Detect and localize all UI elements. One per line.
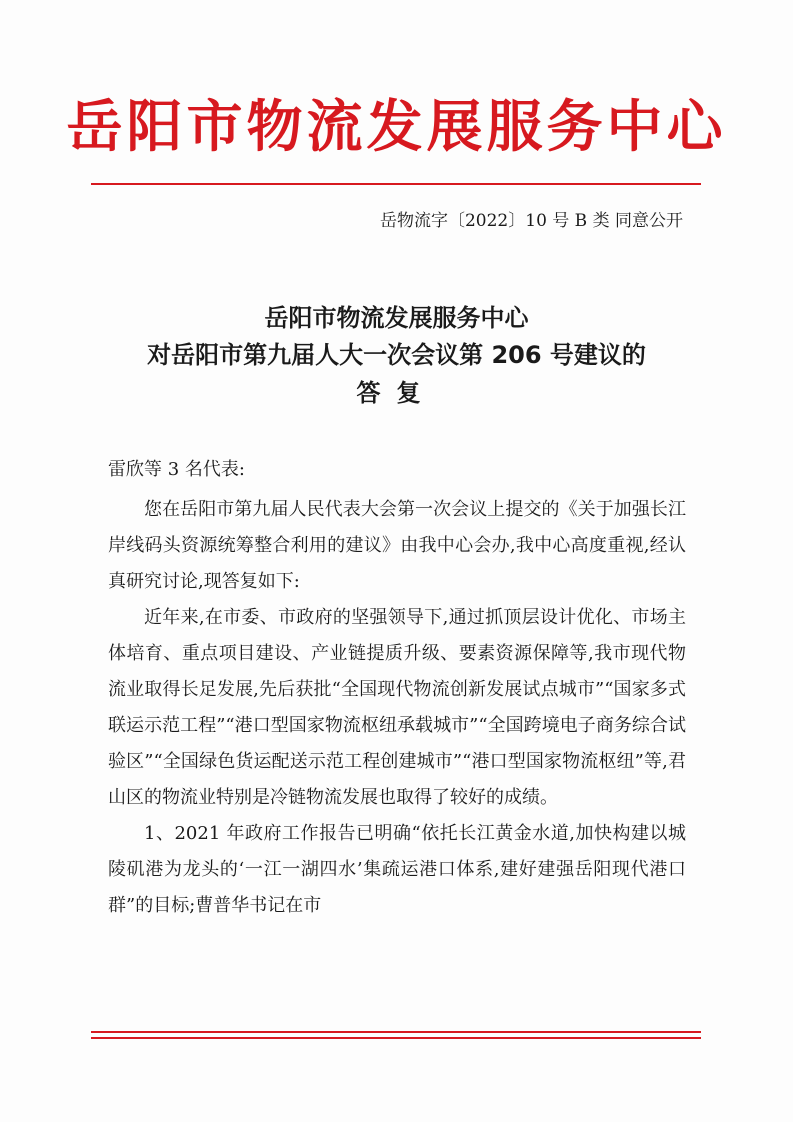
footer-red-rule-top	[91, 1031, 701, 1033]
document-number: 岳物流字〔2022〕10 号 B 类 同意公开	[379, 211, 683, 231]
header-red-rule	[91, 183, 701, 185]
footer-red-rule-bottom	[91, 1037, 701, 1039]
document-title-line-2: 对岳阳市第九届人大一次会议第 206 号建议的	[147, 341, 646, 369]
organization-title: 岳阳市物流发展服务中心	[66, 95, 727, 160]
paragraph-3: 1、2021 年政府工作报告已明确“依托长江黄金水道,加快构建以城陵矶港为龙头的‘一江一湖四水’集疏运港口体系,建好建强岳阳现代港口群”的目标;曹普华书记在市	[108, 823, 686, 916]
document-title-line-1: 岳阳市物流发展服务中心	[264, 304, 529, 332]
paragraph-2: 近年来,在市委、市政府的坚强领导下,通过抓顶层设计优化、市场主体培育、重点项目建设、产业链提质升级、要素资源保障等,我市现代物流业取得长足发展,先后获批“全国现代物流创新发展试点城市”“国家多式联运示范工程”“港口型国家物流枢纽承载城市”“全国跨境电子商务综合试验区”“全国绿色货运配送示范工程创建城市”“港口型国家物流枢纽”等,君山区的物流业特别是冷链物流发展也取得了较好的成绩。	[108, 607, 686, 808]
document-title-line-3: 答复	[356, 379, 437, 407]
salutation: 雷欣等 3 名代表:	[108, 459, 245, 480]
document-body	[108, 492, 686, 924]
paragraph-1: 您在岳阳市第九届人民代表大会第一次会议上提交的《关于加强长江岸线码头资源统筹整合利用的建议》由我中心会办,我中心高度重视,经认真研究讨论,现答复如下:	[108, 499, 686, 592]
